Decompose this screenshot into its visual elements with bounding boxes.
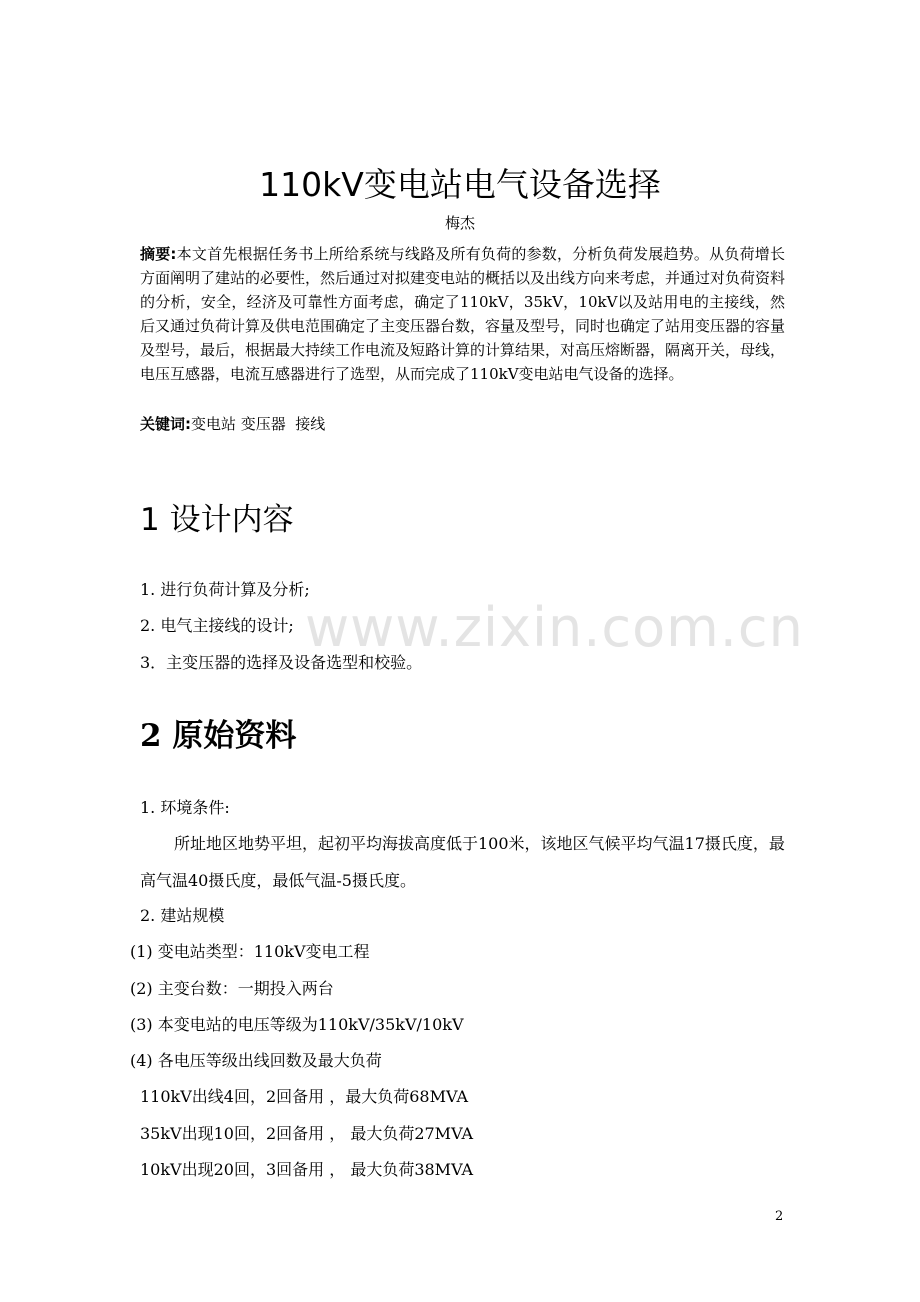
list-item: 2. 电气主接线的设计; (140, 616, 294, 635)
list-item: 3．主变压器的选择及设备选型和校验。 (140, 653, 423, 672)
keywords-text: 变电站 变压器 接线 (191, 415, 326, 433)
document-title: 110kV变电站电气设备选择 (259, 165, 661, 204)
author-name: 梅杰 (444, 214, 475, 232)
subsection-title-environment: 1. 环境条件: (140, 798, 230, 817)
keywords-line (140, 412, 325, 436)
load-line: 10kV出现20回，3回备用 ， 最大负荷38MVA (140, 1160, 474, 1179)
list-item: (3) 本变电站的电压等级为110kV/35kV/10kV (130, 1015, 464, 1034)
watermark-text: www.zixin.com.cn (305, 596, 804, 659)
load-line: 110kV出线4回，2回备用 ，最大负荷68MVA (140, 1087, 469, 1106)
abstract-paragraph (140, 242, 785, 386)
abstract-label: 摘要: (140, 245, 177, 263)
list-item: (2) 主变台数：一期投入两台 (130, 979, 334, 998)
section-heading-original-data: 2 原始资料 (140, 718, 297, 754)
section-heading-design-content: 1 设计内容 (140, 502, 294, 538)
keywords-label: 关键词: (140, 415, 191, 433)
load-line: 35kV出现10回，2回备用 ， 最大负荷27MVA (140, 1124, 474, 1143)
list-item: 1. 进行负荷计算及分析; (140, 580, 310, 599)
list-item: (1) 变电站类型：110kV变电工程 (130, 942, 370, 961)
page-number: 2 (775, 1209, 784, 1224)
list-item: (4) 各电压等级出线回数及最大负荷 (130, 1051, 382, 1070)
environment-paragraph: 所址地区地势平坦，起初平均海拔高度低于100米，该地区气候平均气温17摄氏度，最高气温40摄氏度，最低气温-5摄氏度。 (140, 834, 785, 890)
subsection-title-scale: 2. 建站规模 (140, 906, 225, 925)
abstract-text: 本文首先根据任务书上所给系统与线路及所有负荷的参数，分析负荷发展趋势。从负荷增长方面阐明了建站的必要性，然后通过对拟建变电站的概括以及出线方向来考虑，并通过对负荷资料的分析，安全，经济及可靠性方面考虑，确定了110kV，35kV，10kV以及站用电的主接线，然后又通过负荷计算及供电范围确定了主变压器台数，容量及型号，同时也确定了站用变压器的容量及型号，最后，根据最大持续工作电流及短路计算的计算结果，对高压熔断器，隔离开关，母线，电压互感器，电流互感器进行了选型，从而完成了110kV变电站电气设备的选择。 (140, 245, 786, 383)
